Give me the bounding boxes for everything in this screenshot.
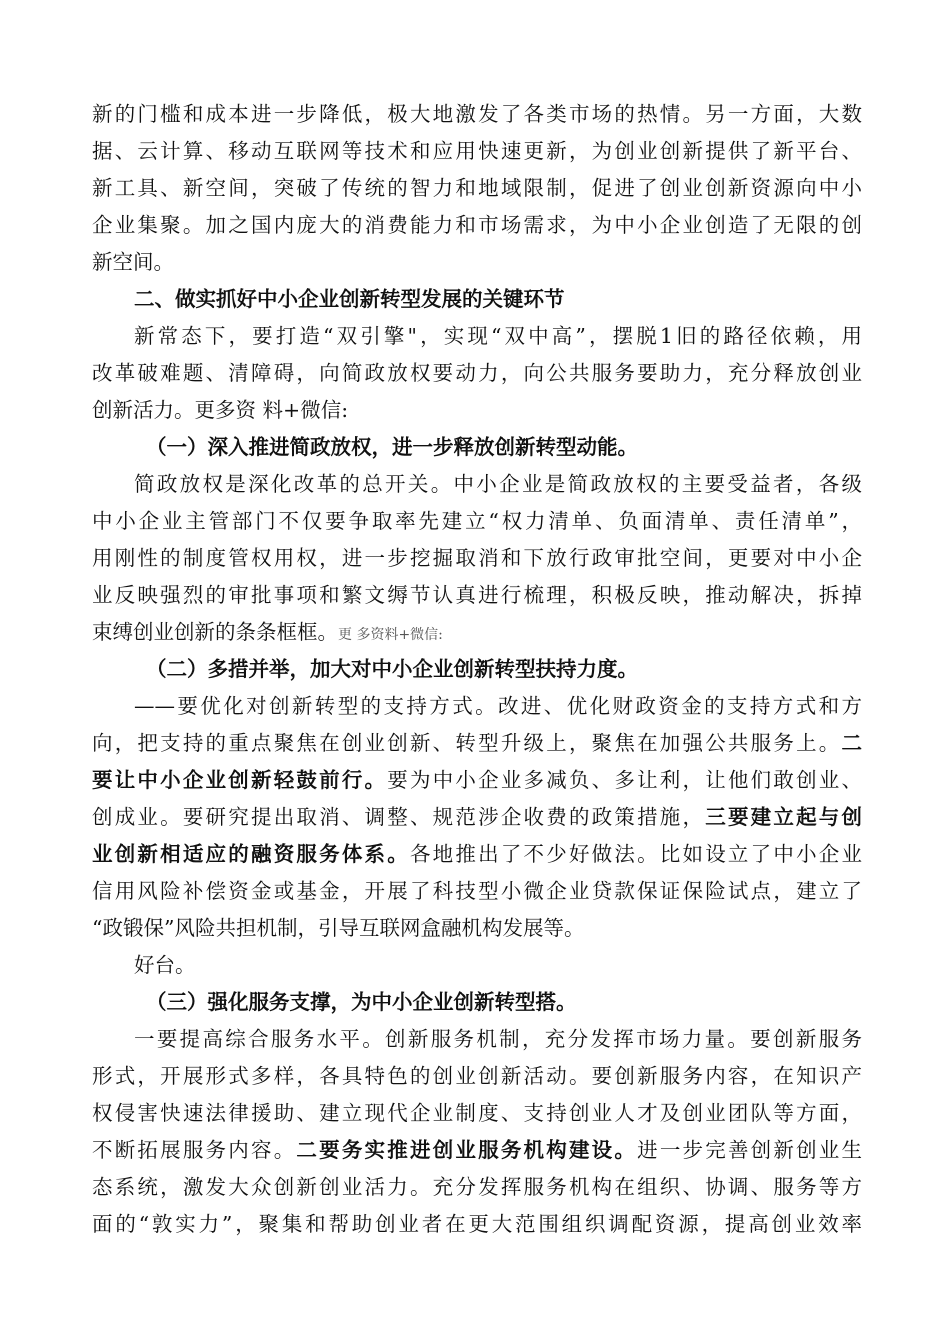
paragraph-line: 新常态下，要打造“双引擎"，实现“双中高”，摆脱1旧的路径依赖，用 [134,324,862,348]
paragraph-text: 向，把支持的重点聚焦在创业创新、转型升级上，聚焦在加强公共服务上。 [92,731,842,755]
paragraph-line [92,836,862,872]
paragraph-line [92,725,862,761]
paragraph-line: 据、云计算、移动互联网等技术和应用快速更新，为创业创新提供了新平台、 [92,139,862,163]
paragraph-line: 简政放权是深化改革的总开关。中小企业是简政放权的主要受益者，各级 [134,472,862,496]
paragraph-line: 业反映强烈的审批事项和繁文缛节认真进行梳理，积极反映，推动解决，拆掉 [92,583,862,607]
paragraph-line [92,614,862,650]
paragraph-line: 面的“敦实力”，聚集和帮助创业者在更大范围组织调配资源，提高创业效率 [92,1212,862,1236]
paragraph-line [92,762,862,798]
section-heading: 二、做实抓好中小企业创新转型发展的关键环节 [134,287,565,311]
emphasis-text: 二 [841,731,862,755]
emphasis-text: 二要务实推进创业服务机构建设。 [296,1138,638,1162]
subsection-heading: （三）强化服务支撑，为中小企业创新转型搭。 [146,990,577,1014]
paragraph-line: 新工具、新空间，突破了传统的智力和地域限制，促进了创业创新资源向中小 [92,176,862,200]
paragraph-line: 形式，开展形式多样，各具特色的创业创新活动。要创新服务内容，在知识产 [92,1064,862,1088]
emphasis-text: 三要建立起与创 [705,805,862,829]
paragraph-line: “政锻保”风险共担机制，引导互联网盒融机构发展等。 [92,916,585,940]
watermark-note: 更 多资料+微信: [338,627,443,643]
paragraph-line: 态系统，激发大众创新创业活力。充分发挥服务机构在组织、协调、服务等方 [92,1175,862,1199]
paragraph-text: 束缚创业创新的条条框框。 [92,620,338,644]
paragraph-line: ——要优化对创新转型的支持方式。改进、优化财政资金的支持方式和方 [134,694,862,718]
emphasis-text: 业创新相适应的融资服务体系。 [92,842,410,866]
paragraph-line: 用刚性的制度管权用权，进一步挖掘取消和下放行政审批空间，更要对中小企 [92,546,862,570]
paragraph-line [92,1132,862,1168]
paragraph-line: 企业集聚。加之国内庞大的消费能力和市场需求，为中小企业创造了无限的创 [92,213,862,237]
paragraph-line [92,799,862,835]
paragraph-line: 一要提高综合服务水平。创新服务机制，充分发挥市场力量。要创新服务 [134,1027,862,1051]
emphasis-text: 要让中小企业创新轻鼓前行。 [92,768,388,792]
paragraph-text: 不断拓展服务内容。 [92,1138,297,1162]
paragraph-line: 信用风险补偿资金或基金，开展了科技型小微企业贷款保证保险试点，建立了 [92,879,862,903]
subsection-heading: （二）多措并举，加大对中小企业创新转型扶持力度。 [146,657,638,681]
paragraph-line: 中小企业主管部门不仅要争取率先建立“权力清单、负面清单、责任清单”， [92,509,862,533]
paragraph-line: 改革破难题、清障碍，向简政放权要动力，向公共服务要助力，充分释放创业 [92,361,862,385]
paragraph-line: 好台。 [134,953,196,977]
paragraph-text: 要为中小企业多减负、多让利，让他们敢创业、 [387,768,862,792]
paragraph-line: 创新活力。更多资 料+微信: [92,398,349,422]
paragraph-text: 各地推出了不少好做法。比如设立了中小企业 [409,842,862,866]
subsection-heading: （一）深入推进简政放权，进一步释放创新转型动能。 [146,435,638,459]
paragraph-text: 创成业。要研究提出取消、调整、规范涉企收费的政策措施， [92,805,706,829]
paragraph-line: 权侵害快速法律援助、建立现代企业制度、支持创业人才及创业团队等方面， [92,1101,862,1125]
paragraph-line: 新空间。 [92,250,174,274]
paragraph-text: 进一步完善创新创业生 [637,1138,862,1162]
paragraph-line: 新的门槛和成本进一步降低，极大地激发了各类市场的热情。另一方面，大数 [92,102,862,126]
